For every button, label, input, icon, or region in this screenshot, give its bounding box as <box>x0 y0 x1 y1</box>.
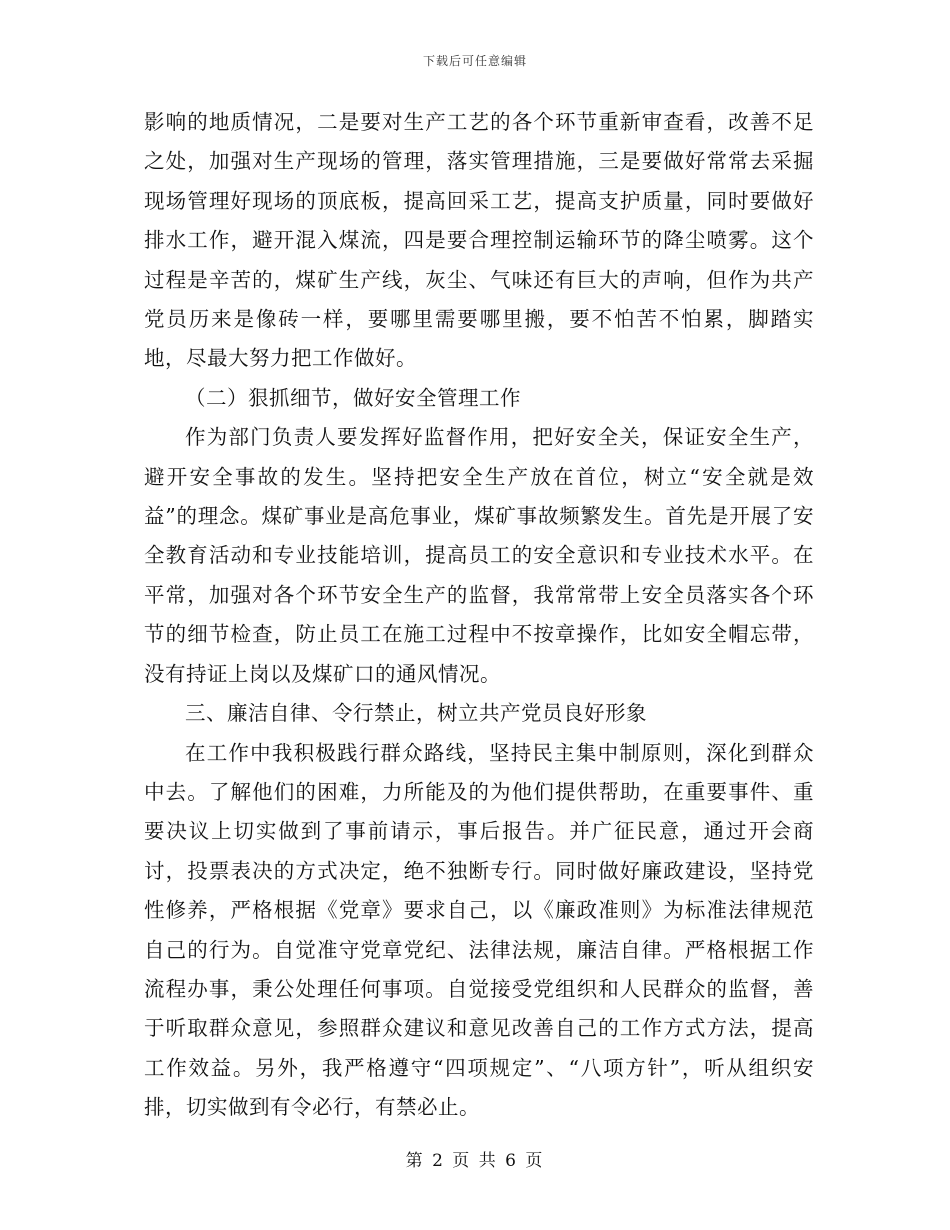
section-heading: 三、廉洁自律、令行禁止，树立共产党员良好形象 <box>185 701 647 726</box>
body-paragraph: 在工作中我积极践行群众路线，坚持民主集中制原则，深化到群众中去。了解他们的困难，力所能及的为他们提供帮助，在重要事件、重要决议上切实做到了事前请示，事后报告。并广征民意，通过开会商讨，投票表决的方式决定，绝不独断专行。同时做好廉政建设，坚持党性修养，严格根据《党章》要求自己，以《廉政准则》为标准法律规范自己的行为。自觉准守党章党纪、法律法规，廉洁自律。严格根据工作流程办事，秉公处理任何事项。自觉接受党组织和人民群众的监督，善于听取群众意见，参照群众建议和意见改善自己的工作方式方法，提高工作效益。另外，我严格遵守“四项规定”、“八项方针”，听从组织安排，切实做到有令必行，有禁必止。 <box>144 740 814 1120</box>
body-paragraph: 影响的地质情况，二是要对生产工艺的各个环节重新审查看，改善不足之处，加强对生产现场的管理，落实管理措施，三是要做好常常去采掘现场管理好现场的顶底板，提高回采工艺，提高支护质量，同时要做好排水工作，避开混入煤流，四是要合理控制运输环节的降尘喷雾。这个过程是辛苦的，煤矿生产线，灰尘、气味还有巨大的声响，但作为共产党员历来是像砖一样，要哪里需要哪里搬，要不怕苦不怕累，脚踏实地，尽最大努力把工作做好。 <box>144 110 814 371</box>
body-paragraph: 作为部门负责人要发挥好监督作用，把好安全关，保证安全生产，避开安全事故的发生。坚持把安全生产放在首位，树立“安全就是效益”的理念。煤矿事业是高危事业，煤矿事故频繁发生。首先是开展了安全教育活动和专业技能培训，提高员工的安全意识和专业技术水平。在平常，加强对各个环节安全生产的监督，我常常带上安全员落实各个环节的细节检查，防止员工在施工过程中不按章操作，比如安全帽忘带，没有持证上岗以及煤矿口的通风情况。 <box>144 425 814 686</box>
document-body <box>144 103 814 1128</box>
section-heading: （二）狠抓细节，做好安全管理工作 <box>185 385 521 410</box>
page-number: 第 2 页 共 6 页 <box>405 1151 545 1171</box>
page-header: 下载后可任意编辑 <box>422 54 527 68</box>
